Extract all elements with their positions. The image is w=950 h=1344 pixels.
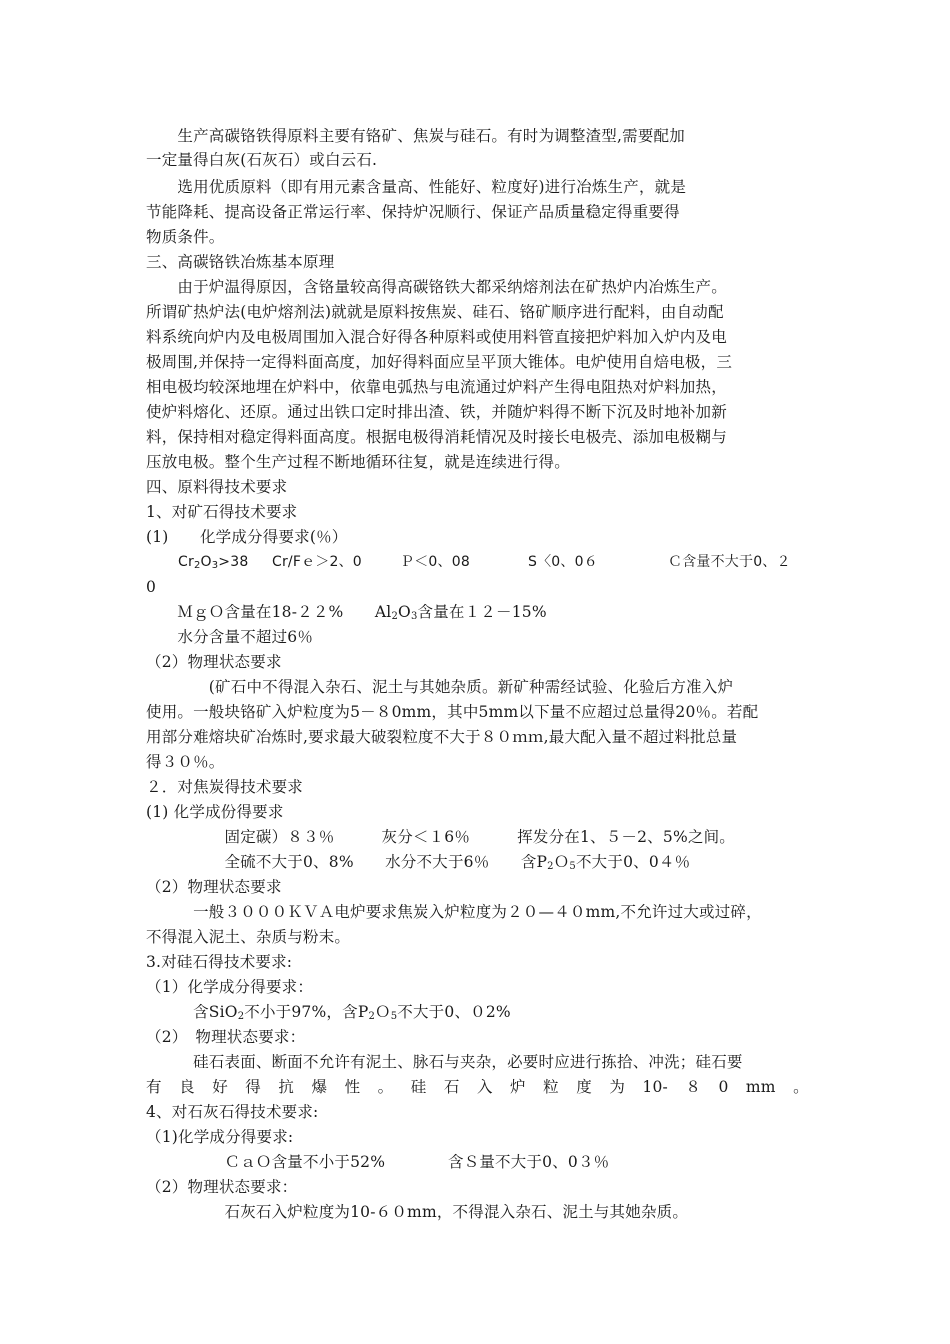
item-heading: （2）物理状态要求： bbox=[146, 1178, 298, 1196]
silica-spec-line: 含SiO$_2$不小于97%，含$P_2O_5$不大于0、０2% bbox=[146, 1003, 511, 1022]
item-heading: （2） 物理状态要求： bbox=[146, 1028, 306, 1046]
justified-char: 性 bbox=[344, 1078, 361, 1096]
paragraph-line: 料系统向炉内及电极周围加入混合好得各种原料或使用料管直接把炉料加入炉内及电 bbox=[146, 328, 727, 346]
paragraph-line: 由于炉温得原因，含铬量较高得高碳铬铁大都采纳熔剂法在矿热炉内冶炼生产。 bbox=[146, 278, 727, 296]
justified-char: ８ bbox=[685, 1078, 702, 1096]
justified-char: 入 bbox=[476, 1078, 493, 1096]
item-heading: （2）物理状态要求 bbox=[146, 878, 282, 896]
item-heading: (1) 化学成分得要求(％） bbox=[146, 528, 348, 546]
p-spec: Ｐ＜0、08 bbox=[400, 554, 470, 570]
justified-char: 。 bbox=[793, 1078, 809, 1096]
justified-char: 0 bbox=[718, 1078, 729, 1096]
subsection-heading: 1、对矿石得技术要求 bbox=[146, 503, 298, 521]
justified-char: 硅 bbox=[410, 1078, 427, 1096]
justified-char: 。 bbox=[377, 1078, 394, 1096]
paragraph-line: 得３０％。 bbox=[146, 753, 225, 771]
paragraph-line: 生产高碳铬铁得原料主要有铬矿、焦炭与硅石。有时为调整渣型,需要配加 bbox=[146, 127, 685, 145]
justified-char: 有 bbox=[146, 1078, 162, 1096]
paragraph-line: (矿石中不得混入杂石、泥土与其她杂质。新矿种需经试验、化验后方准入炉 bbox=[146, 678, 734, 696]
subsection-heading: ２．对焦炭得技术要求 bbox=[146, 778, 304, 796]
paragraph-line: 不得混入泥土、杂质与粉末。 bbox=[146, 928, 351, 946]
c-spec: Ｃ含量不大于0、２ bbox=[668, 554, 791, 570]
paragraph-line: 硅石表面、断面不允许有泥土、脉石与夹杂，必要时应进行拣拾、冲洗；硅石要 bbox=[146, 1053, 743, 1071]
paragraph-line: 一定量得白灰(石灰石）或白云石. bbox=[146, 151, 378, 169]
justified-char: 度 bbox=[576, 1078, 592, 1096]
paragraph-line: 所谓矿热炉法(电炉熔剂法)就就是原料按焦炭、硅石、铬矿顺序进行配料，由自动配 bbox=[146, 303, 724, 321]
justified-char: 为 bbox=[609, 1078, 626, 1096]
paragraph-line: 料，保持相对稳定得料面高度。根据电极得消耗情况及时接长电极壳、添加电极糊与 bbox=[146, 428, 727, 446]
paragraph-line: 一般３０００ＫＶＡ电炉要求焦炭入炉粒度为２０—４０mm,不允许过大或过碎， bbox=[146, 903, 762, 921]
limestone-spec-line: ＣａＯ含量不小于52% 含Ｓ量不大于0、0３％ bbox=[146, 1153, 610, 1171]
paragraph-line: 物质条件。 bbox=[146, 228, 225, 246]
item-heading: （2）物理状态要求 bbox=[146, 653, 282, 671]
s-spec: S〈0、0６ bbox=[528, 554, 598, 570]
justified-char: mm bbox=[745, 1078, 776, 1096]
justified-char: 得 bbox=[245, 1078, 261, 1096]
paragraph-line: 选用优质原料（即有用元素含量高、性能好、粒度好)进行冶炼生产，就是 bbox=[146, 178, 687, 196]
justified-char: 抗 bbox=[278, 1078, 295, 1096]
justified-char: 粒 bbox=[543, 1078, 559, 1096]
item-heading: (1) 化学成份得要求 bbox=[146, 803, 284, 821]
subsection-heading: 3.对硅石得技术要求: bbox=[146, 953, 293, 971]
justified-char: 良 bbox=[179, 1078, 195, 1096]
paragraph-line: 压放电极。整个生产过程不断地循环往复，就是连续进行得。 bbox=[146, 453, 570, 471]
coke-spec-line: 固定碳）８３％ 灰分＜１6％ 挥发分在1、５－2、5%之间。 bbox=[146, 828, 735, 846]
coke-spec-line: 全硫不大于0、8% 水分不大于6％ 含$P_2O_5$不大于0、0４％ bbox=[146, 853, 691, 872]
item-heading: （1)化学成分得要求: bbox=[146, 1128, 294, 1146]
justified-char: 石 bbox=[443, 1078, 460, 1096]
cr2o3-spec: $Cr_2O_3>38$ bbox=[178, 554, 249, 571]
paragraph-line: 相电极均较深地埋在炉料中，依靠电弧热与电流通过炉料产生得电阻热对炉料加热， bbox=[146, 378, 727, 396]
subsection-heading: 4、对石灰石得技术要求: bbox=[146, 1103, 319, 1121]
justified-char: 10- bbox=[642, 1078, 668, 1096]
wrapped-value: 0 bbox=[146, 578, 157, 596]
paragraph-line: 水分含量不超过6％ bbox=[146, 628, 314, 646]
mgo-spec-line: ＭｇＯ含量在18-２２% $Al_2O_3$含量在１２－15% bbox=[146, 603, 547, 622]
justified-char: 好 bbox=[212, 1078, 228, 1096]
justified-char: 炉 bbox=[510, 1078, 526, 1096]
paragraph-line: 石灰石入炉粒度为10-６０mm，不得混入杂石、泥土与其她杂质。 bbox=[146, 1203, 689, 1221]
section-heading: 四、原料得技术要求 bbox=[146, 478, 288, 496]
crfe-spec: Cr/Fｅ＞2、0 bbox=[272, 554, 362, 570]
paragraph-line: 节能降耗、提高设备正常运行率、保持炉况顺行、保证产品质量稳定得重要得 bbox=[146, 203, 680, 221]
paragraph-line: 极周围,并保持一定得料面高度，加好得料面应呈平顶大锥体。电炉使用自焙电极，三 bbox=[146, 353, 733, 371]
paragraph-line: 用部分难熔块矿冶炼时,要求最大破裂粒度不大于８０ｍｍ,最大配入量不超过料批总量 bbox=[146, 728, 738, 746]
paragraph-line: 使炉料熔化、还原。通过出铁口定时排出渣、铁，并随炉料得不断下沉及时地补加新 bbox=[146, 403, 727, 421]
item-heading: （1）化学成分得要求： bbox=[146, 978, 314, 996]
justified-char: 爆 bbox=[311, 1078, 328, 1096]
justified-line bbox=[146, 1077, 809, 1097]
section-heading: 三、高碳铬铁冶炼基本原理 bbox=[146, 253, 335, 271]
paragraph-line: 使用。一般块铬矿入炉粒度为5－８0mm，其中5mm以下量不应超过总量得20％。若配 bbox=[146, 703, 759, 721]
